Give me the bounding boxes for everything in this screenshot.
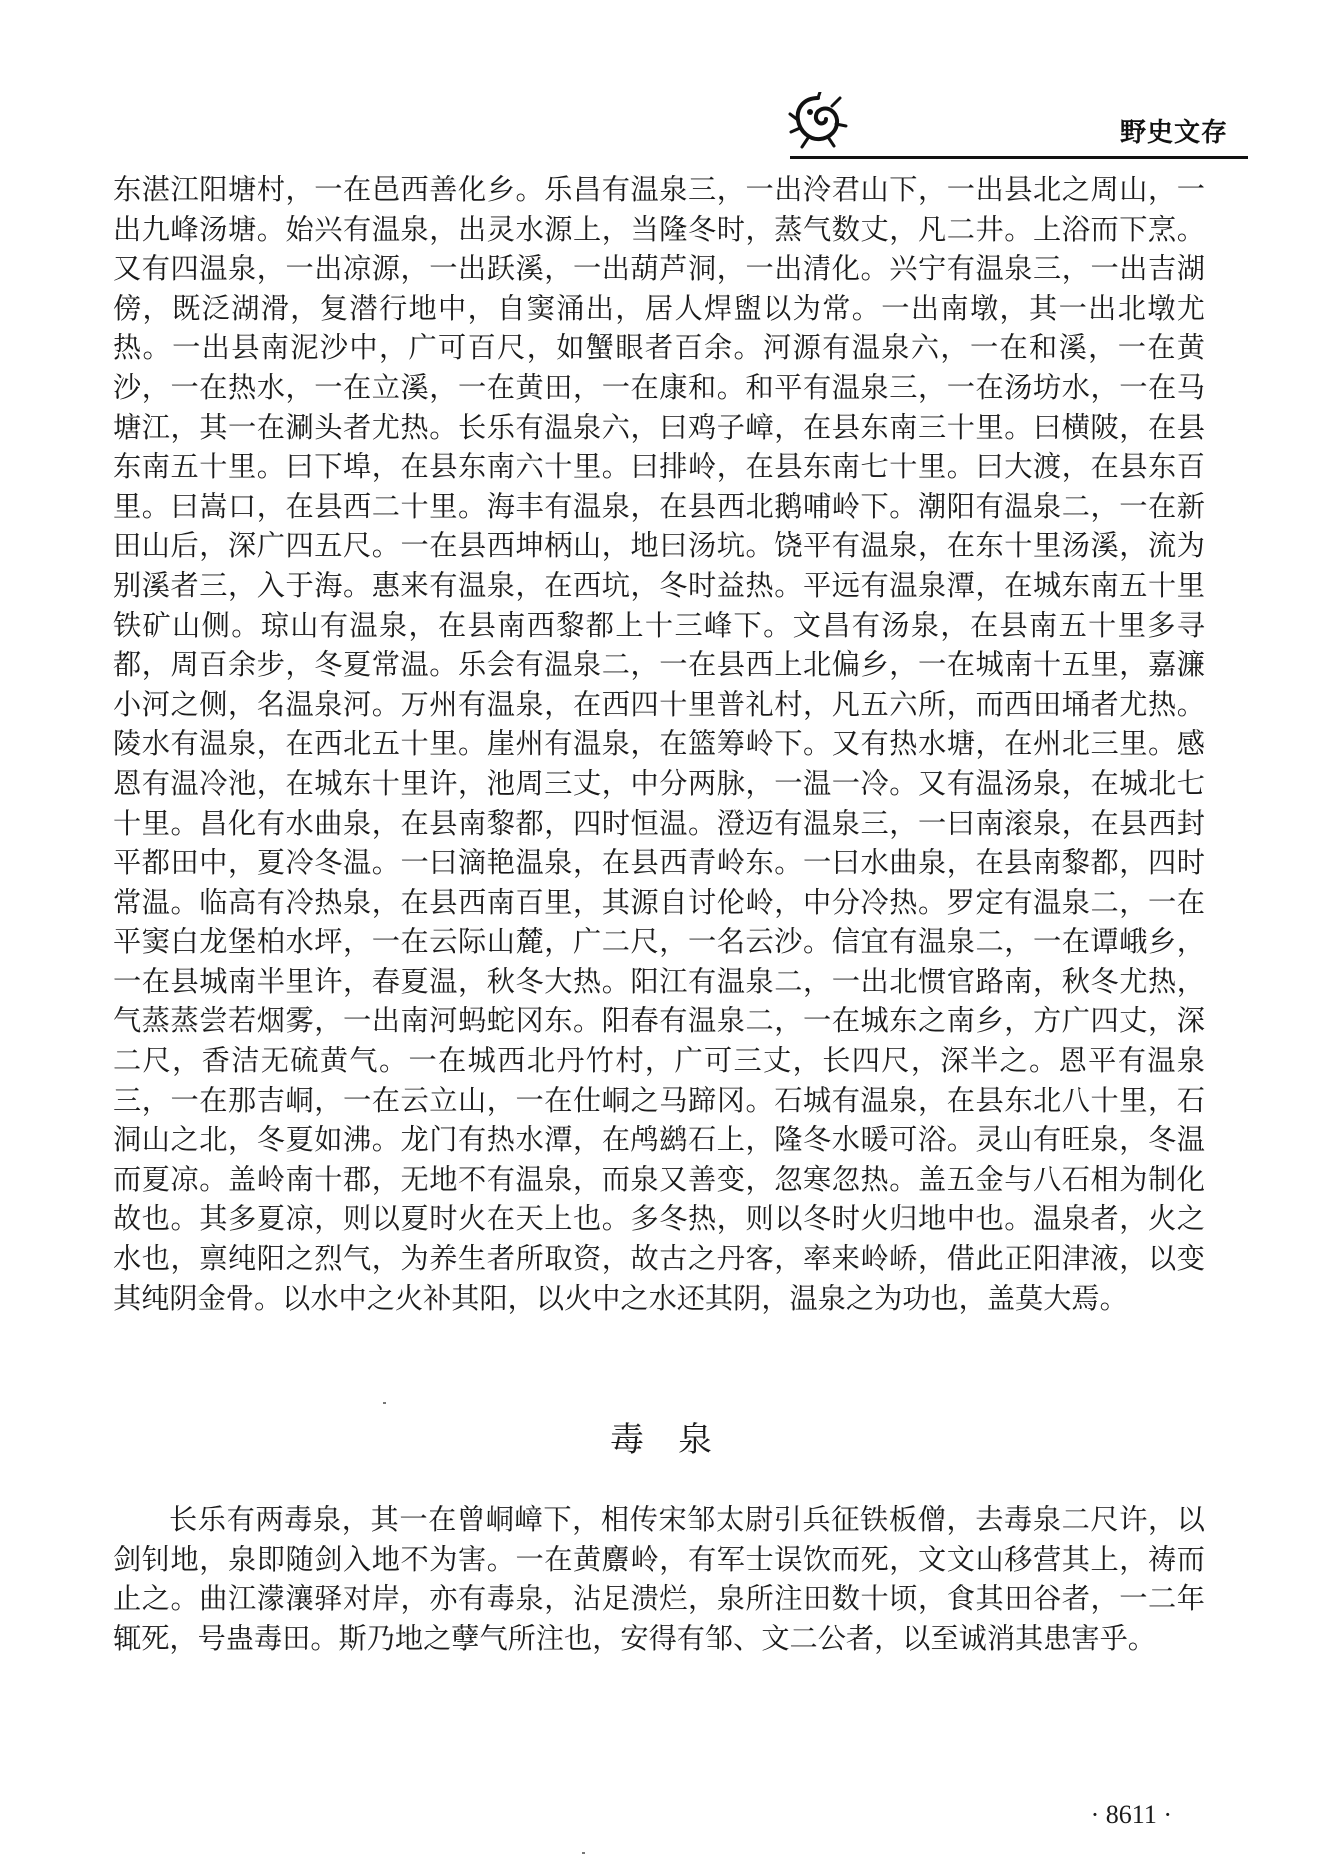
page-header xyxy=(0,0,1322,160)
continued-paragraph: 东湛江阳塘村，一在邑西善化乡。乐昌有温泉三，一出泠君山下，一出县北之周山，一出九峰汤塘。始兴有温泉，出灵水源上，当隆冬时，蒸气数丈，凡二井。上浴而下烹。又有四温泉，一出凉源，一出跃溪，一出葫芦洞，一出清化。兴宁有温泉三，一出吉湖傍，既泛湖滑，复潜行地中，自窦涌出，居人焊盥以为常。一出南墩，其一出北墩尤热。一出县南泥沙中，广可百尺，如蟹眼者百余。河源有温泉六，一在和溪，一在黄沙，一在热水，一在立溪，一在黄田，一在康和。和平有温泉三，一在汤坊水，一在马塘江，其一在涮头者尤热。长乐有温泉六，曰鸡子嶂，在县东南三十里。曰横陂，在县东南五十里。曰下埠，在县东南六十里。曰排岭，在县东南七十里。曰大渡，在县东百里。曰嵩口，在县西二十里。海丰有温泉，在县西北鹅哺岭下。潮阳有温泉二，一在新田山后，深广四五尺。一在县西坤柄山，地曰汤坑。饶平有温泉，在东十里汤溪，流为别溪者三，入于海。惠来有温泉，在西坑，冬时益热。平远有温泉潭，在城东南五十里铁矿山侧。琼山有温泉，在县南西黎都上十三峰下。文昌有汤泉，在县南五十里多寻都，周百余步，冬夏常温。乐会有温泉二，一在县西上北偏乡，一在城南十五里，嘉濂小河之侧，名温泉河。万州有温泉，在西四十里普礼村，凡五六所，而西田埇者尤热。陵水有温泉，在西北五十里。崖州有温泉，在篮筹岭下。又有热水塘，在州北三里。感恩有温冷池，在城东十里许，池周三丈，中分两脉，一温一冷。又有温汤泉，在城北七十里。昌化有水曲泉，在县南黎都，四时恒温。澄迈有温泉三，一曰南滚泉，在县西封平都田中，夏冷冬温。一曰滴艳温泉，在县西青岭东。一曰水曲泉，在县南黎都，四时常温。临高有冷热泉，在县西南百里，其源自讨伦岭，中分冷热。罗定有温泉二，一在平窦白龙堡柏水坪，一在云际山麓，广二尺，一名云沙。信宜有温泉二，一在谭峨乡，一在县城南半里许，春夏温，秋冬大热。阳江有温泉二，一出北惯官路南，秋冬尤热，气蒸蒸尝若烟雾，一出南河蚂蛇冈东。阳春有温泉二，一在城东之南乡，方广四丈，深二尺，香洁无硫黄气。一在城西北丹竹村，广可三丈，长四尺，深半之。恩平有温泉三，一在那吉峒，一在云立山，一在仕峒之马蹄冈。石城有温泉，在县东北八十里，石洞山之北，冬夏如沸。龙门有热水潭，在鸬鹚石上，隆冬水暖可浴。灵山有旺泉，冬温而夏凉。盖岭南十郡，无地不有温泉，而泉又善变，忽寒忽热。盖五金与八石相为制化故也。其多夏凉，则以夏时火在天上也。多冬热，则以冬时火归地中也。温泉者，火之水也，禀纯阳之烈气，为养生者所取资，故古之丹客，率来岭峤，借此正阳津液，以变其纯阴金骨。以水中之火补其阳，以火中之水还其阴，温泉之为功也，盖莫大焉。 xyxy=(113,173,1205,1315)
header-rule xyxy=(790,156,1248,159)
section-heading: 毒泉 xyxy=(610,1420,746,1460)
scan-speck xyxy=(582,1852,585,1854)
body-text xyxy=(113,170,1205,1318)
section-body xyxy=(113,1500,1205,1658)
page-number: · 8611 · xyxy=(1090,1800,1172,1829)
scan-speck xyxy=(383,1402,386,1404)
dragon-emblem-icon xyxy=(788,92,848,150)
series-title: 野史文存 xyxy=(1119,118,1228,148)
section-paragraph: 长乐有两毒泉，其一在曾峒嶂下，相传宋邹太尉引兵征铁板僧，去毒泉二尺许，以剑钊地，泉即随剑入地不为害。一在黄麖岭，有军士误饮而死，文文山移营其上，祷而止之。曲江濛瀼驿对岸，亦有毒泉，沾足溃烂，泉所注田数十顷，食其田谷者，一二年辄死，号蛊毒田。斯乃地之孽气所注也，安得有邹、文二公者，以至诚消其患害乎。 xyxy=(113,1503,1205,1655)
